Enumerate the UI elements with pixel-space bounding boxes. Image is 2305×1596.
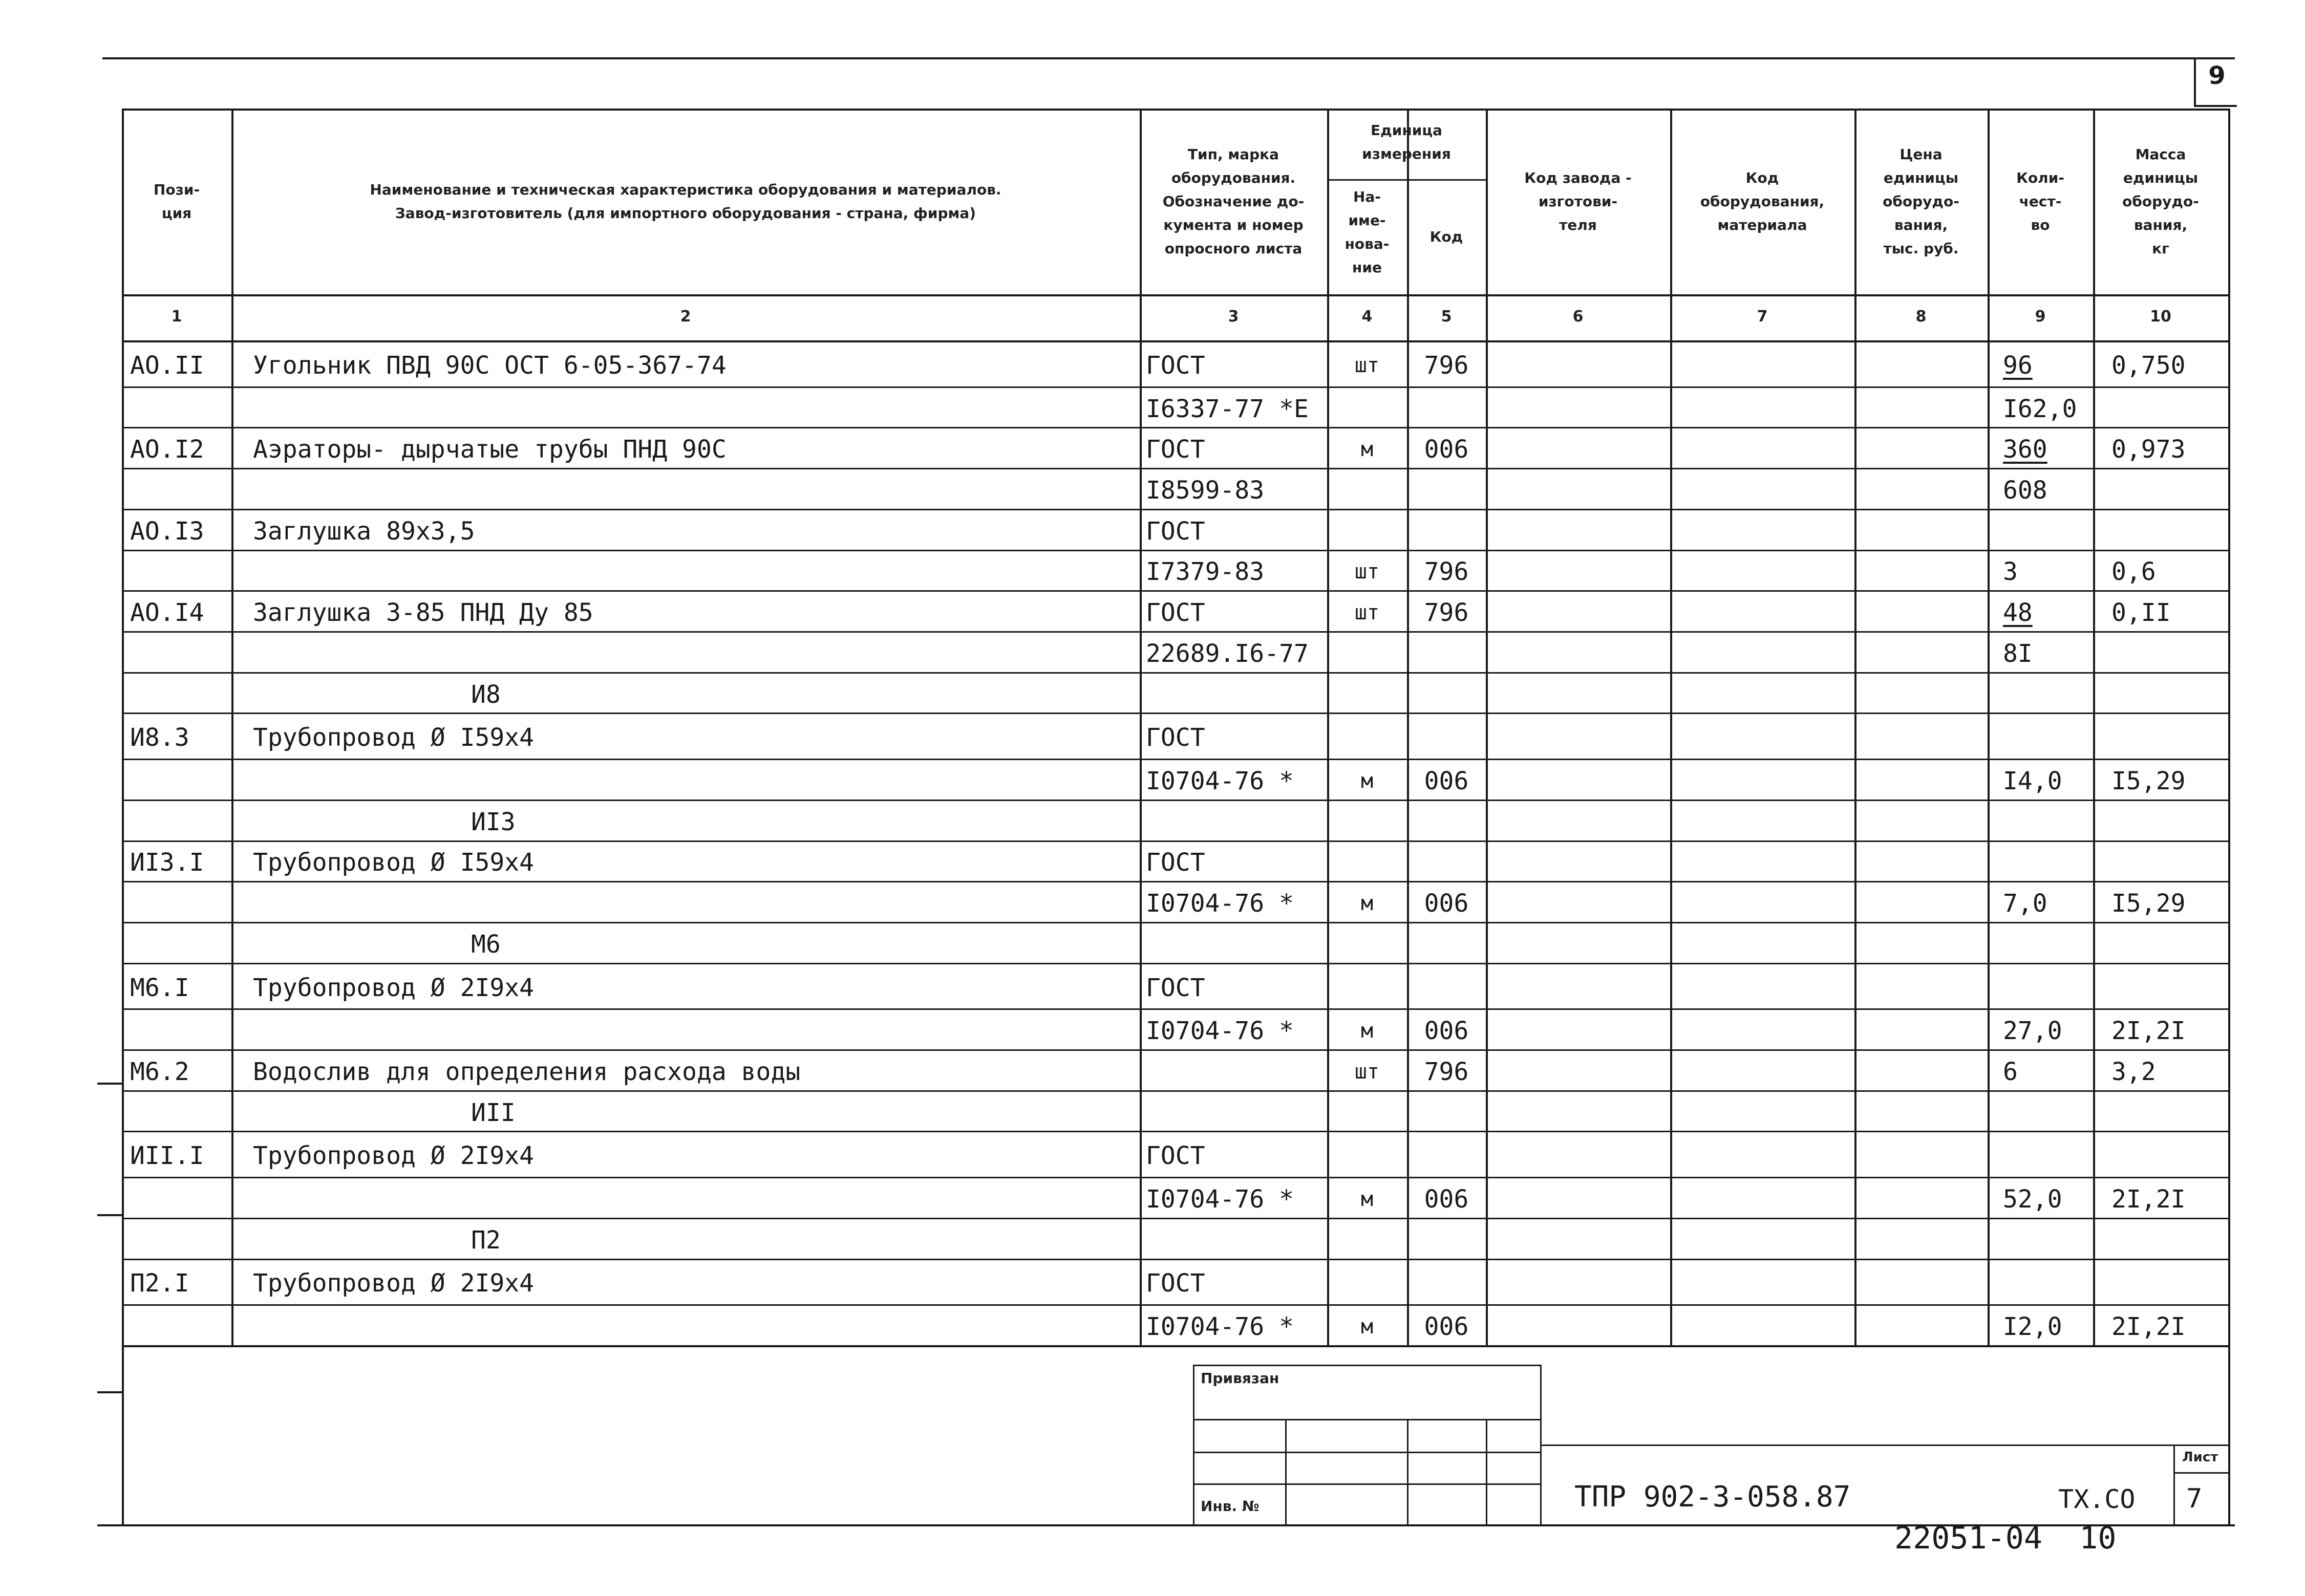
column-number: 3	[1228, 308, 1239, 326]
row-type: ГОСТ	[1146, 351, 1205, 380]
unit-subheader-divider	[1327, 179, 1486, 181]
row-code: 006	[1424, 435, 1469, 464]
row-divider	[122, 1177, 2228, 1178]
row-divider	[122, 1131, 2228, 1132]
row-code: 796	[1424, 351, 1469, 380]
row-mass: I5,29	[2111, 766, 2186, 795]
row-code: 796	[1424, 557, 1469, 587]
stamp-line	[1193, 1419, 1540, 1420]
title-block-line	[1540, 1444, 2228, 1446]
row-name: Трубопровод Ø I59х4	[253, 848, 535, 877]
row-quantity: 96	[2003, 351, 2033, 380]
header-quantity: Коли- чест- во	[2016, 169, 2064, 233]
row-quantity: 6	[2003, 1057, 2018, 1086]
column-number: 9	[2035, 308, 2046, 326]
row-divider	[122, 881, 2228, 882]
row-divider	[122, 1049, 2228, 1051]
header-position: Пози- ция	[153, 181, 200, 222]
row-type: I0704-76 *	[1146, 1017, 1294, 1046]
row-quantity: 48	[2003, 598, 2033, 628]
row-type: I0704-76 *	[1146, 766, 1294, 795]
row-unit: шт	[1354, 353, 1380, 377]
row-name: Заглушка 3-85 ПНД Ду 85	[253, 598, 593, 628]
row-unit: м	[1360, 1188, 1374, 1212]
header-manufacturer-code: Код завода - изготови- теля	[1524, 169, 1632, 233]
row-code: 006	[1424, 1017, 1469, 1046]
row-name: Угольник ПВД 90С ОСТ 6-05-367-74	[253, 351, 727, 380]
column-divider	[1670, 109, 1672, 1345]
row-divider	[122, 922, 2228, 923]
row-name: Заглушка 89х3,5	[253, 516, 475, 546]
row-divider	[122, 590, 2228, 592]
inventory-label: Инв. №	[1201, 1498, 1260, 1515]
row-quantity: I4,0	[2003, 766, 2062, 795]
row-quantity: 608	[2003, 476, 2047, 505]
column-number: 5	[1441, 308, 1452, 326]
row-unit: м	[1360, 438, 1374, 462]
row-type: I0704-76 *	[1146, 1185, 1294, 1214]
row-name: Трубопровод Ø 2I9х4	[253, 1269, 535, 1298]
row-unit: м	[1360, 769, 1374, 793]
row-mass: 0,750	[2111, 351, 2186, 380]
row-mass: 0,973	[2111, 435, 2186, 464]
row-type: ГОСТ	[1146, 1141, 1205, 1171]
column-divider	[2228, 109, 2230, 1524]
row-type: ГОСТ	[1146, 848, 1205, 877]
row-quantity: 7,0	[2003, 889, 2047, 918]
row-quantity: 360	[2003, 435, 2047, 464]
row-name: Трубопровод Ø 2I9х4	[253, 973, 535, 1002]
row-code: 006	[1424, 1312, 1469, 1342]
column-number: 6	[1572, 308, 1584, 326]
row-quantity: 52,0	[2003, 1185, 2062, 1214]
row-divider	[122, 1345, 2228, 1347]
row-type: ГОСТ	[1146, 1269, 1205, 1298]
row-mass: 2I,2I	[2111, 1017, 2186, 1046]
sheet-number: 9	[2208, 61, 2226, 90]
row-type: ГОСТ	[1146, 598, 1205, 628]
row-type: ГОСТ	[1146, 723, 1205, 752]
row-divider	[122, 468, 2228, 469]
row-code: 006	[1424, 889, 1469, 918]
row-mass: 0,6	[2111, 557, 2156, 587]
column-number: 7	[1757, 308, 1768, 326]
row-type: I8599-83	[1146, 476, 1265, 505]
row-position: АО.II	[130, 351, 204, 380]
row-position: М6.2	[130, 1057, 189, 1086]
row-code: 006	[1424, 1185, 1469, 1214]
row-divider	[122, 631, 2228, 633]
row-divider	[122, 759, 2228, 760]
row-divider	[122, 1090, 2228, 1092]
row-divider	[122, 713, 2228, 714]
row-name: Водослив для определения расхода воды	[253, 1057, 801, 1086]
row-quantity: I2,0	[2003, 1312, 2062, 1342]
column-number-border	[122, 340, 2228, 342]
header-bottom-border	[122, 294, 2228, 296]
row-mass: 2I,2I	[2111, 1185, 2186, 1214]
row-position: АО.I2	[130, 435, 204, 464]
header-name: Наименование и техническая характеристика оборудования и материалов. Завод-изготовитель (для импортного оборудования - страна, фирма)	[370, 181, 1001, 222]
stamp-line	[1193, 1483, 1540, 1485]
row-position: ИII.I	[130, 1141, 204, 1171]
row-divider	[122, 963, 2228, 964]
row-name: Аэраторы- дырчатые трубы ПНД 90С	[253, 435, 727, 464]
row-type: ГОСТ	[1146, 435, 1205, 464]
row-position: М6.I	[130, 973, 189, 1002]
margin-tick	[97, 1083, 122, 1085]
row-code: 796	[1424, 1057, 1469, 1086]
row-type: ГОСТ	[1146, 516, 1205, 546]
column-number: 2	[680, 308, 691, 326]
stamp-line	[1285, 1419, 1287, 1524]
row-unit: шт	[1354, 601, 1380, 625]
archive-number: 22051-04 10	[1894, 1520, 2117, 1556]
column-number: 1	[171, 308, 182, 326]
row-unit: м	[1360, 892, 1374, 916]
sheet-label: Лист	[2182, 1450, 2218, 1465]
column-number: 8	[1915, 308, 1927, 326]
row-quantity: 8I	[2003, 639, 2033, 668]
row-name: ИI3	[471, 807, 516, 836]
header-unit-name: На- име- нова- ние	[1344, 188, 1390, 276]
row-divider	[122, 386, 2228, 388]
row-type: I0704-76 *	[1146, 1312, 1294, 1342]
row-divider	[122, 800, 2228, 801]
row-position: И8.3	[130, 723, 189, 752]
row-type: I0704-76 *	[1146, 889, 1294, 918]
row-type: I7379-83	[1146, 557, 1265, 587]
row-divider	[122, 1259, 2228, 1260]
row-name: П2	[471, 1225, 501, 1255]
row-divider	[122, 550, 2228, 551]
row-divider	[122, 509, 2228, 510]
row-position: П2.I	[130, 1269, 189, 1298]
sheet-box-line	[2173, 1472, 2228, 1474]
column-divider	[1407, 109, 1409, 1345]
stamp-line	[1193, 1365, 1194, 1524]
column-number: 4	[1361, 308, 1373, 326]
column-divider	[2093, 109, 2095, 1345]
row-name: Трубопровод Ø 2I9х4	[253, 1141, 535, 1171]
header-type: Тип, марка оборудования. Обозначение до- кумента и номер опросного листа	[1162, 145, 1305, 257]
row-name: М6	[471, 930, 501, 959]
sheet-box-divider	[2173, 1444, 2175, 1524]
row-unit: шт	[1354, 1060, 1380, 1084]
row-mass: 3,2	[2111, 1057, 2156, 1086]
row-type: 22689.I6-77	[1146, 639, 1309, 668]
row-position: АО.I3	[130, 516, 204, 546]
margin-tick	[97, 1214, 122, 1216]
row-unit: шт	[1354, 560, 1380, 584]
stamp-line	[1193, 1365, 1540, 1366]
column-divider	[231, 109, 233, 1345]
column-divider	[1988, 109, 1990, 1345]
header-unit: Единица измерения	[1362, 122, 1451, 162]
row-divider	[122, 1008, 2228, 1010]
row-position: ИI3.I	[130, 848, 204, 877]
row-code: 796	[1424, 598, 1469, 628]
row-quantity: 3	[2003, 557, 2018, 587]
row-position: АО.I4	[130, 598, 204, 628]
row-unit: м	[1360, 1315, 1374, 1339]
header-unit-code: Код	[1429, 228, 1463, 245]
margin-tick	[97, 1391, 122, 1393]
row-divider	[122, 672, 2228, 674]
stamp-line	[1193, 1452, 1540, 1453]
row-divider	[122, 1218, 2228, 1219]
row-divider	[122, 840, 2228, 842]
bound-label: Привязан	[1201, 1370, 1279, 1387]
row-mass: 2I,2I	[2111, 1312, 2186, 1342]
row-code: 006	[1424, 766, 1469, 795]
row-type: I6337-77 *Е	[1146, 394, 1309, 423]
row-divider	[122, 1304, 2228, 1306]
row-unit: м	[1360, 1019, 1374, 1043]
sheet-value: 7	[2186, 1483, 2203, 1514]
stamp-line	[1407, 1419, 1408, 1524]
document-suffix: ТХ.СО	[2058, 1484, 2136, 1514]
column-divider	[1327, 109, 1329, 1345]
row-mass: 0,II	[2111, 598, 2171, 628]
header-mass: Масса единицы оборудо- вания, кг	[2122, 145, 2199, 257]
column-divider	[1854, 109, 1856, 1345]
row-quantity: I62,0	[2003, 394, 2077, 423]
row-name: ИII	[471, 1098, 516, 1127]
header-equipment-code: Код оборудования, материала	[1700, 169, 1825, 233]
column-divider	[1140, 109, 1142, 1345]
row-quantity: 27,0	[2003, 1017, 2062, 1046]
document-code: ТПР 902-3-058.87	[1574, 1480, 1851, 1514]
column-divider	[1486, 109, 1488, 1345]
row-name: Трубопровод Ø I59х4	[253, 723, 535, 752]
table-top-border	[122, 109, 2228, 111]
row-name: И8	[471, 680, 501, 709]
stamp-line	[1486, 1419, 1487, 1524]
header-unit-price: Цена единицы оборудо- вания, тыс. руб.	[1883, 145, 1959, 257]
column-number: 10	[2150, 308, 2171, 326]
row-mass: I5,29	[2111, 889, 2186, 918]
row-divider	[122, 427, 2228, 428]
row-type: ГОСТ	[1146, 973, 1205, 1002]
